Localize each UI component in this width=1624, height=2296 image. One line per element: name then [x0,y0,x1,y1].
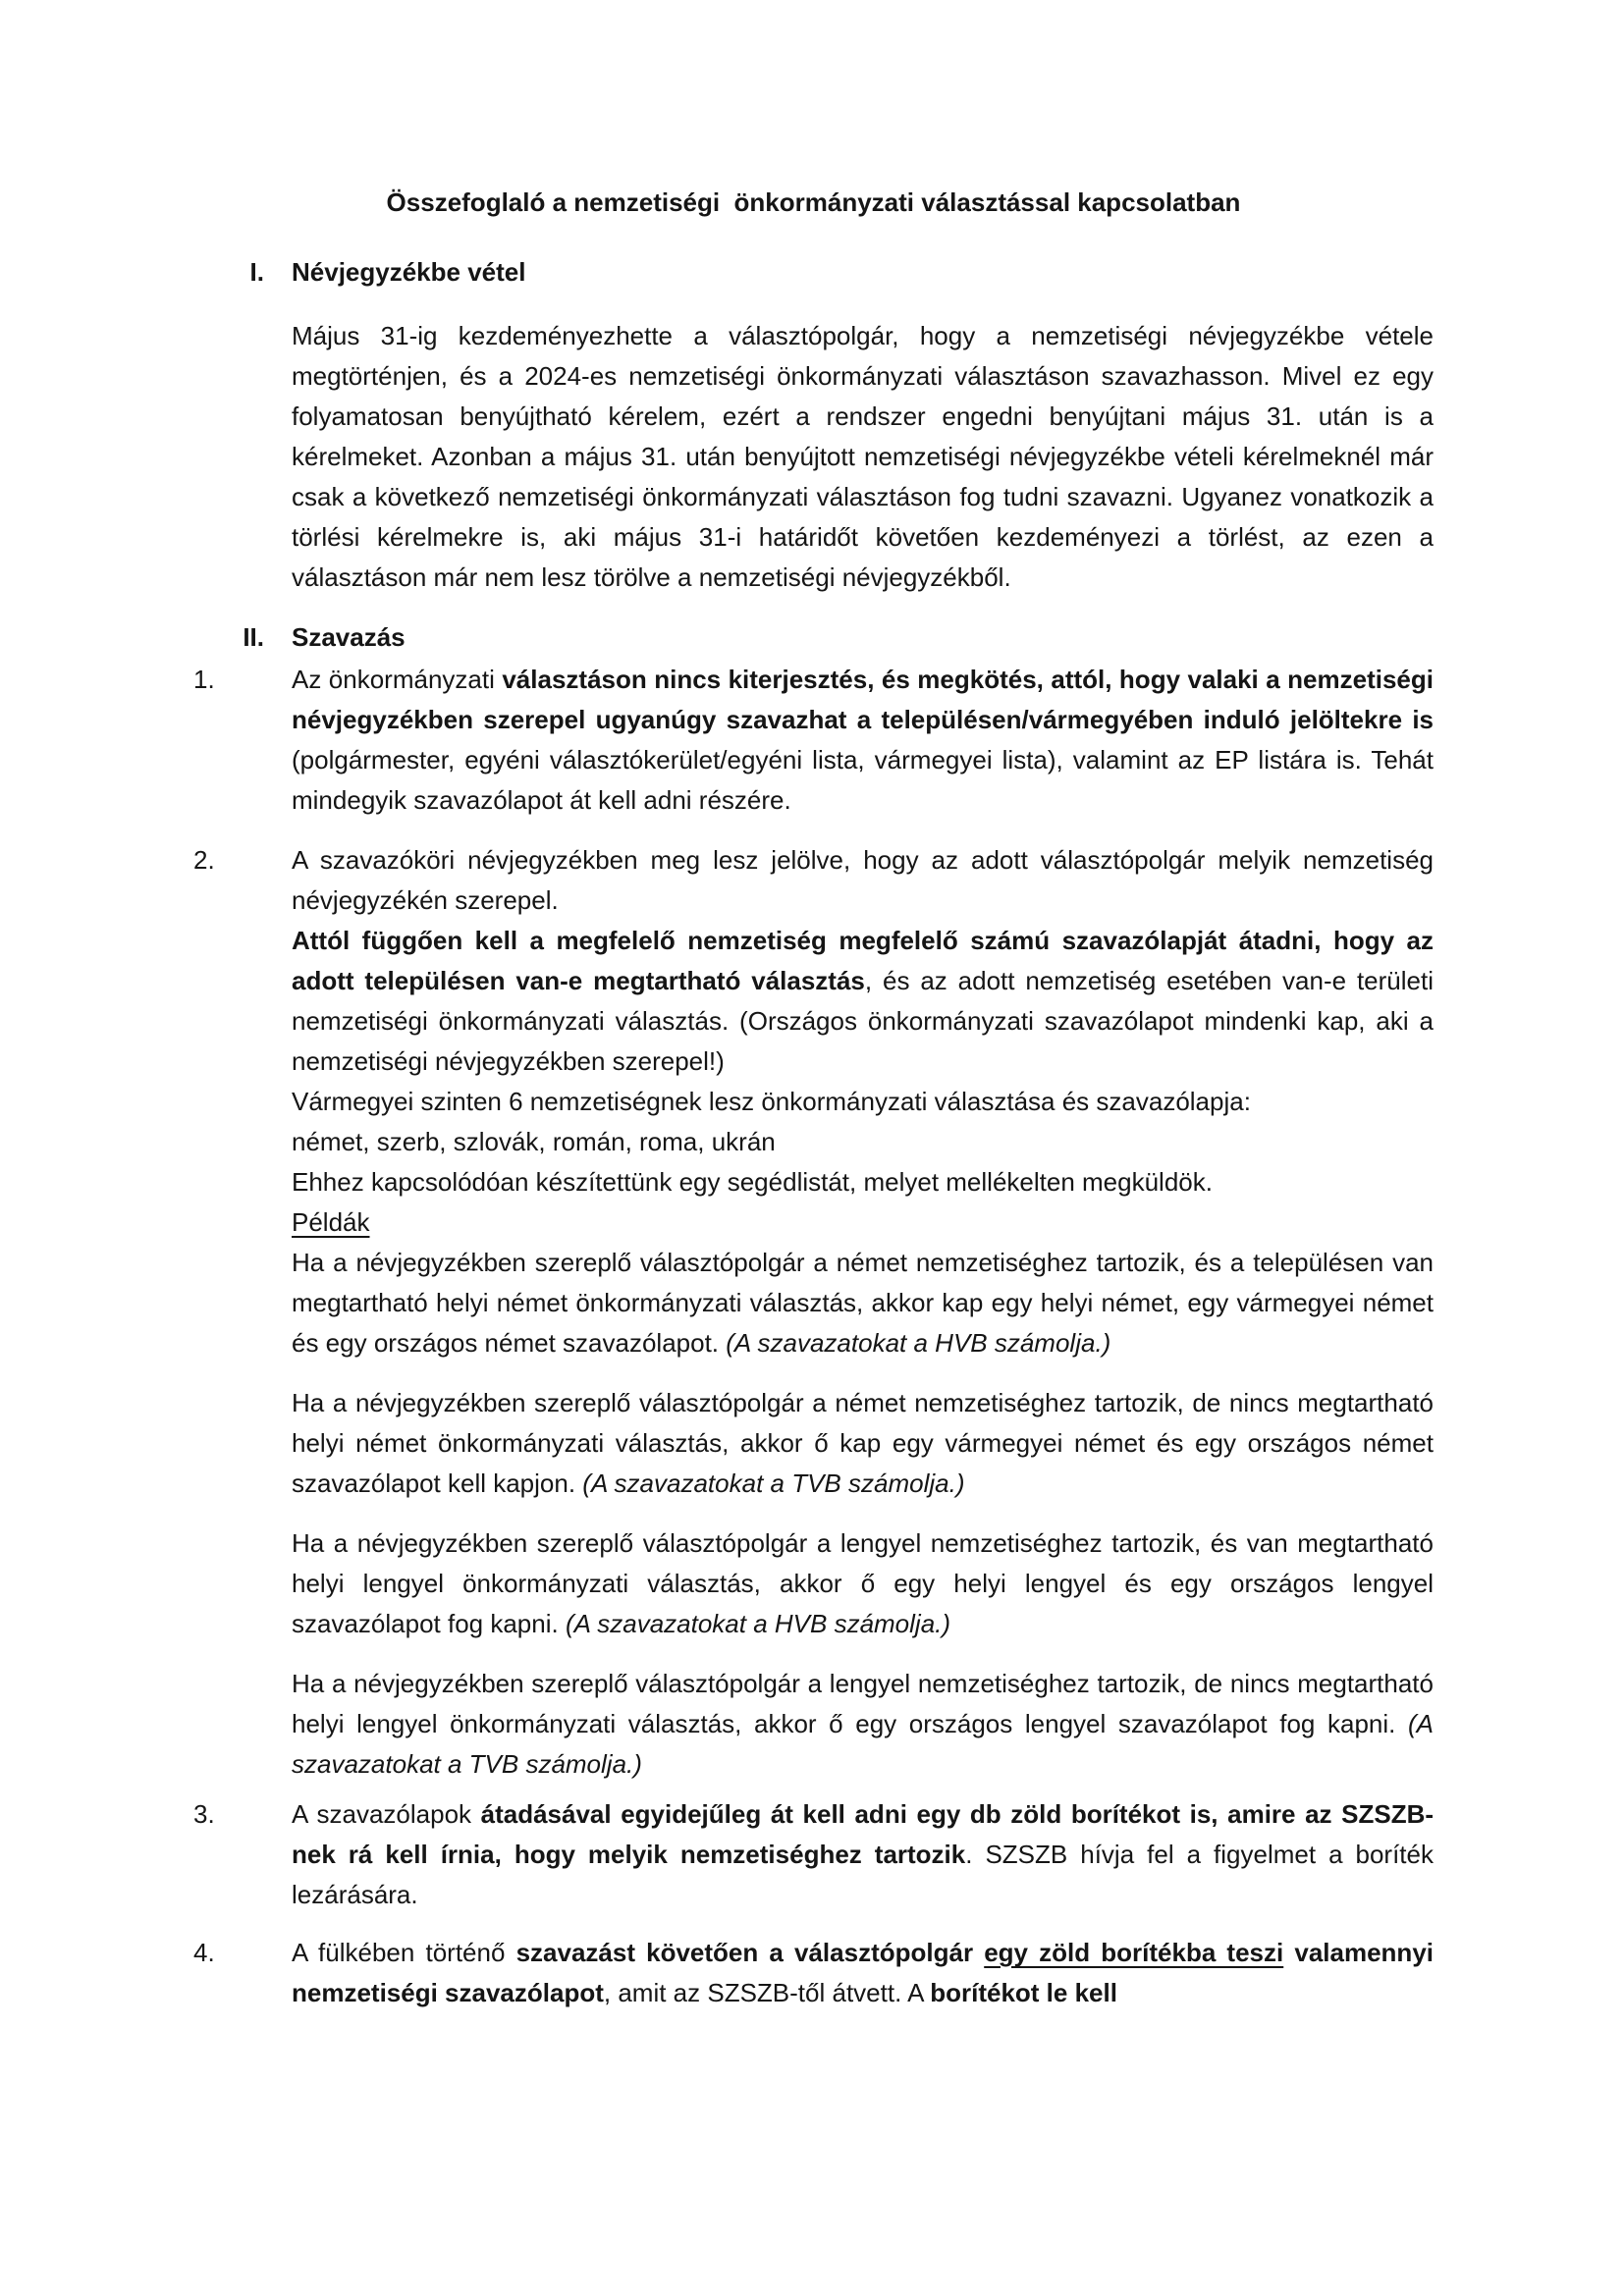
text-run: átadásával egyidejűleg át kell adni egy db zöld borítékot is, amire az SZSZB-nek rá kell írnia, hogy melyik nemzetiséghez tartozik [292,1799,1435,1869]
document-title: Összefoglaló a nemzetiségi önkormányzati választással kapcsolatban [386,187,1241,217]
paragraph [193,1664,1434,1785]
paragraph [292,660,1434,821]
paragraph [193,1523,1434,1644]
heading-marker: I. [249,257,264,287]
list-marker: 2. [193,845,215,875]
list-marker: 3. [193,1799,215,1829]
paragraph [292,921,1434,1082]
text-run: , és az adott nemzetiség esetében van-e területi nemzetiségi önkormányzati választás. (Országos önkormányzati szavazólapot mindenki kap, aki a nemzetiségi névjegyzékben szerepel!) [292,966,1434,1076]
list-item [193,1794,1434,1915]
text-run: választáson nincs kiterjesztés, és megkötés, attól, hogy valaki a nemzetiségi névjegyzékben szerepel ugyanúgy szavazhat a településen/vármegyében induló jelöltekre is [292,665,1434,734]
list-item-content [292,1794,1434,1915]
section-heading [193,252,1434,293]
text-run: valamennyi nemzetiségi szavazólapot [292,1938,1435,2007]
paragraph [292,1122,1434,1162]
text-run: Ha a névjegyzékben szereplő választópolgár a lengyel nemzetiséghez tartozik, de nincs megtartható helyi lengyel önkormányzati választás, akkor ő egy országos lengyel szavazólapot fog kapni. [292,1669,1434,1738]
heading-text: Névjegyzékbe vétel [292,257,526,287]
text-run: A szavazólapok [292,1799,481,1829]
list-item-content [292,660,1434,821]
text-run: egy zöld borítékba teszi [984,1938,1284,1967]
text-run: Az önkormányzati [292,665,503,694]
text-run: Ha a névjegyzékben szereplő választópolgár a német nemzetiséghez tartozik, de nincs megtartható helyi német önkormányzati választás, akkor ő kap egy vármegyei német és egy országos német szavazólapot kell kapjon. [292,1388,1434,1498]
paragraph [292,1794,1434,1915]
heading-text: Szavazás [292,622,406,652]
paragraph [292,1933,1434,2013]
text-run: (A szavazatokat a HVB számolja.) [726,1328,1111,1358]
text-run: , amit az SZSZB-től átvett. A [603,1978,931,2007]
list-item [193,1933,1434,2013]
text-run: (A szavazatokat a HVB számolja.) [565,1609,951,1638]
text-run: (polgármester, egyéni választókerület/egyéni lista, vármegyei lista), valamint az EP listára is. Tehát mindegyik szavazólapot át kell adni részére. [292,745,1434,815]
text-run: Május 31-ig kezdeményezhette a választópolgár, hogy a nemzetiségi névjegyzékbe vétele megtörténjen, és a 2024-es nemzetiségi önkormányzati választáson szavazhasson. Mivel ez egy folyamatosan benyújtható kérelem, ezért a rendszer engedni benyújtani május 31. után is a kérelmeket. Azonban a május 31. után benyújtott nemzetiségi névjegyzékbe vételi kérelmeknél már csak a következő nemzetiségi önkormányzati választáson fog tudni szavazni. Ugyanez vonatkozik a törlési kérelmekre is, aki május 31-i határidőt követően kezdeményezi a törlést, az ezen a választáson már nem lesz törölve a nemzetiségi névjegyzékből. [292,321,1434,592]
list-item [193,840,1434,1363]
document-body [193,252,1434,2013]
text-run: német, szerb, szlovák, román, roma, ukrán [292,1127,776,1156]
paragraph [193,1383,1434,1504]
text-run: Attól függően kell a megfelelő nemzetiség megfelelő számú szavazólapját átadni, hogy az adott településen van-e megtartható választás [292,926,1434,995]
text-run: . SZSZB hívja fel a figyelmet a boríték lezárására. [292,1840,1434,1909]
text-run: Ehhez kapcsolódóan készítettünk egy segédlistát, melyet mellékelten megküldök. [292,1167,1213,1197]
paragraph [193,316,1434,598]
list-item-content [292,1933,1434,2013]
paragraph [292,1243,1434,1363]
paragraph [292,1162,1434,1202]
list-marker: 4. [193,1938,215,1967]
text-run: Vármegyei szinten 6 nemzetiségnek lesz önkormányzati választása és szavazólapja: [292,1087,1251,1116]
text-run: A fülkében történő [292,1938,516,1967]
list-marker: 1. [193,665,215,694]
text-run: (A szavazatokat a TVB számolja.) [582,1468,965,1498]
paragraph [292,1202,1434,1243]
text-run: A szavazóköri névjegyzékben meg lesz jelölve, hogy az adott választópolgár melyik nemzetiség névjegyzékén szerepel. [292,845,1434,915]
list-item [193,660,1434,821]
text-run: Példák [292,1207,370,1237]
text-run: (A szavazatokat a TVB számolja.) [292,1709,1434,1779]
text-run: Ha a névjegyzékben szereplő választópolgár a lengyel nemzetiséghez tartozik, és van megtartható helyi lengyel önkormányzati választás, akkor ő egy helyi lengyel és egy országos lengyel szavazólapot fog kapni. [292,1528,1434,1638]
text-run: szavazást követően a választópolgár [515,1938,985,1967]
text-run: borítékot le kell [930,1978,1117,2007]
paragraph [292,1082,1434,1122]
list-item-content [292,840,1434,1363]
heading-marker: II. [243,622,264,652]
text-run: Ha a névjegyzékben szereplő választópolgár a német nemzetiséghez tartozik, és a településen van megtartható helyi német önkormányzati választás, akkor kap egy helyi német, egy vármegyei német és egy országos német szavazólapot. [292,1248,1434,1358]
paragraph [292,840,1434,921]
section-heading [193,617,1434,658]
